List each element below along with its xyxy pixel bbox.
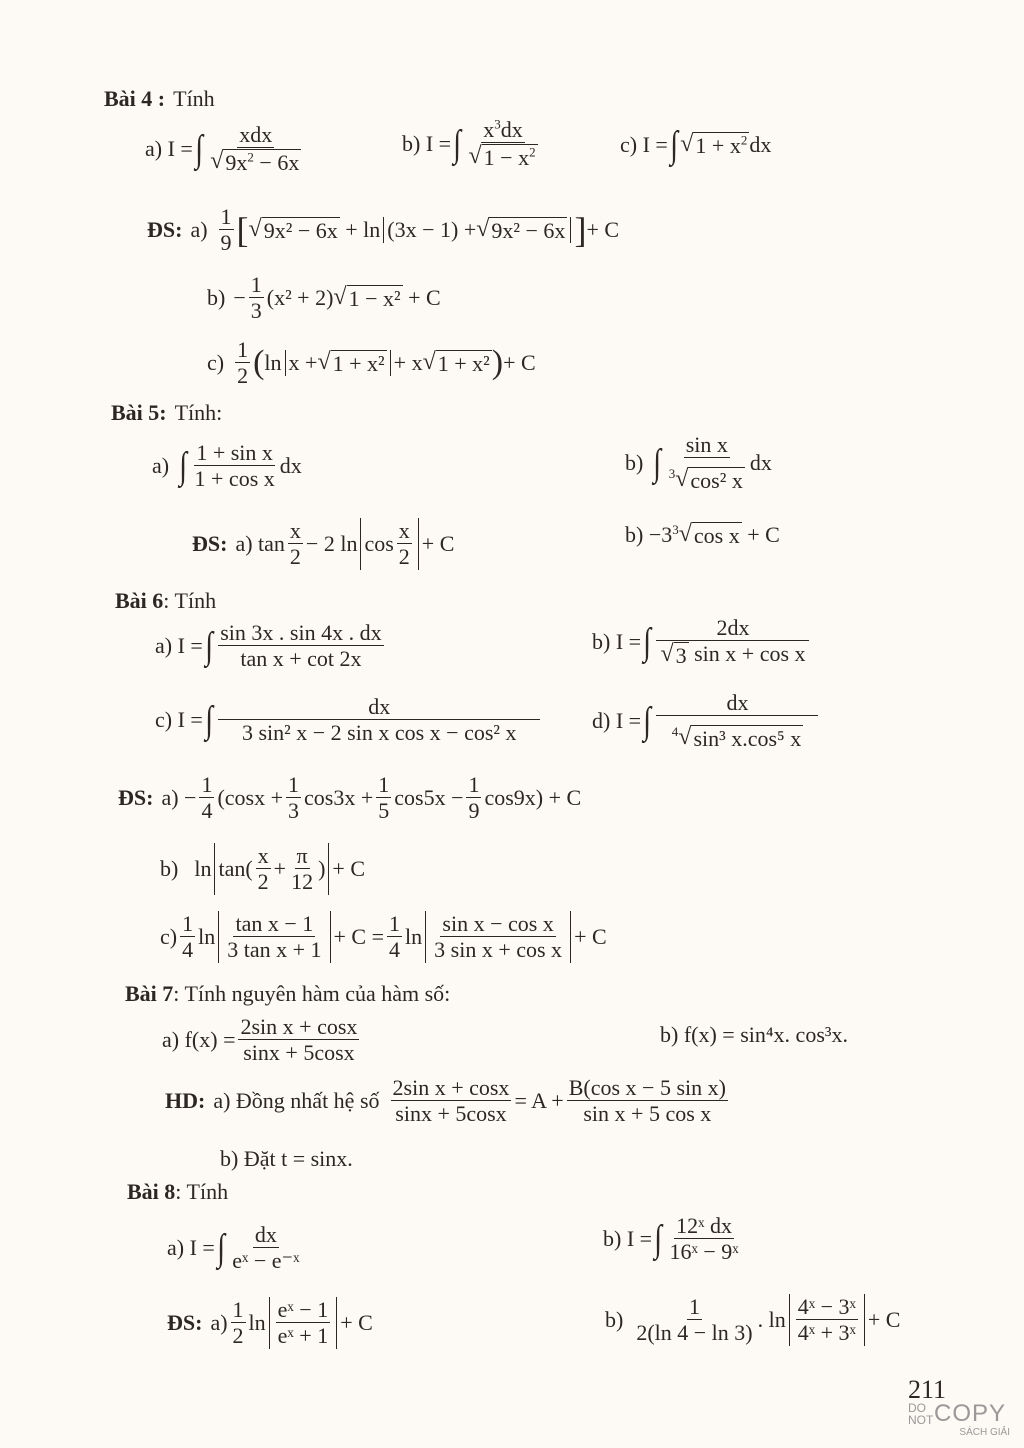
b8-title xyxy=(127,1179,228,1205)
b6-title xyxy=(115,588,216,614)
frac-den: 3 tan x + 1 xyxy=(227,937,322,963)
frac-1-4 xyxy=(180,911,195,963)
bracket-right: ] xyxy=(574,209,587,250)
ln-text: ln xyxy=(264,349,282,375)
b4-a xyxy=(145,122,306,176)
b7-hd-frac1 xyxy=(391,1075,512,1127)
b8-title-bold: Bài 8 xyxy=(127,1179,176,1204)
b5-b-den: 3 √ cos² x xyxy=(668,466,743,494)
integral-sign: ∫ xyxy=(670,124,678,166)
b4-b-fraction xyxy=(466,117,539,171)
plus-c: + C xyxy=(574,923,607,949)
frac-num: 1 xyxy=(389,911,401,936)
b7-a-frac xyxy=(238,1014,359,1066)
b4-b-num: $x^3dx$ xyxy=(483,116,523,142)
frac-1-4 xyxy=(199,772,214,824)
root-index: 3 xyxy=(672,522,679,537)
b4-c-label: c) I = xyxy=(620,132,668,157)
b6-ds-c xyxy=(160,911,607,963)
b6-ds-c-f2 xyxy=(432,911,564,963)
b8-ds-b-frac xyxy=(634,1294,754,1346)
b6-ds-b-label: b) xyxy=(160,855,179,881)
b6-ds-a-p3: cos5x − xyxy=(394,784,464,810)
b4-a-den-rest: − 6x xyxy=(253,150,300,176)
b4-b-num-rest: dx xyxy=(500,117,523,142)
ln-text: ln xyxy=(363,216,381,242)
frac-num: 1 xyxy=(378,772,390,797)
frac-num: x xyxy=(398,518,410,543)
b6-c-num: dx xyxy=(218,694,540,720)
b6-ds-a-p1: (cosx + xyxy=(217,784,284,810)
b6-d-label: d) I = xyxy=(592,707,642,733)
b7-hd-frac2 xyxy=(567,1075,728,1127)
b4-ds-a-frac xyxy=(219,204,234,256)
frac-den: 3 xyxy=(250,298,262,324)
x-over-2 xyxy=(256,843,271,895)
plus-c: + C xyxy=(340,1309,373,1335)
b8-ds-label: ĐS: xyxy=(167,1309,203,1335)
integral-sign: ∫ xyxy=(205,624,213,667)
abs-value xyxy=(218,911,330,963)
b8-a-frac xyxy=(230,1222,301,1274)
b7-title-text: : Tính nguyên hàm của hàm số: xyxy=(173,981,451,1006)
frac-num: sin x − cos x xyxy=(442,911,554,936)
b4-ds-b-label: b) xyxy=(207,284,226,310)
b4-ds-a-rad2-arg: 9x² − 6x xyxy=(491,217,566,243)
b8-b-frac xyxy=(667,1213,740,1265)
frac-den: 2 xyxy=(257,869,269,895)
integral-sign: ∫ xyxy=(643,620,652,663)
abs-value xyxy=(269,1297,338,1349)
plus-c: + C xyxy=(867,1306,901,1332)
b7-b xyxy=(660,1022,848,1048)
b7-a-num: 2sin x + cosx xyxy=(240,1014,358,1039)
b6-d-num: dx xyxy=(656,690,818,716)
dx-text: dx xyxy=(749,449,772,475)
b8-b-label: b) I = xyxy=(603,1225,653,1251)
b4-ds-b xyxy=(207,272,441,324)
integral-sign: ∫ xyxy=(654,1217,663,1260)
b7-hd-eq: = A + xyxy=(514,1087,564,1113)
b6-a-frac xyxy=(218,620,383,672)
frac-den: sin x + 5 cos x xyxy=(583,1101,712,1127)
b4-title-bold: Bài 4 : xyxy=(104,86,166,111)
b4-ds-a-rad-arg: 9x² − 6x xyxy=(263,217,338,243)
b7-hd-b-text: b) Đặt t = sinx. xyxy=(220,1146,353,1171)
ln-text: ln xyxy=(405,923,423,949)
b6-a-num: sin 3x . sin 4x . dx xyxy=(220,620,382,645)
b4-title xyxy=(104,86,215,112)
b6-a xyxy=(155,620,387,672)
b8-ds-b-ln: . ln xyxy=(757,1306,786,1332)
b5-ds-b-rad: 3 √ cos x xyxy=(672,521,740,548)
b6-b-label: b) I = xyxy=(592,628,642,654)
b6-title-text: : Tính xyxy=(163,588,217,613)
b6-ds-c-mid: + C = xyxy=(333,923,385,949)
b4-b-label: b) I = xyxy=(402,130,452,156)
b4-b xyxy=(402,117,543,171)
b4-ds-c-rad2: √ 1 + x² xyxy=(422,348,490,376)
b4-ds-b-mid: (x² + 2) xyxy=(266,284,334,310)
b4-ds-b-rad: √ 1 − x² xyxy=(333,283,401,311)
b5-b-frac xyxy=(667,432,747,494)
frac-num: 1 xyxy=(220,204,232,229)
b6-ds-c-f1 xyxy=(225,911,323,963)
b4-c-radical: √ $1 + x^2$ xyxy=(680,130,748,158)
b4-a-fraction xyxy=(208,122,303,176)
b5-ds-b-rad-arg: cos x xyxy=(693,523,740,548)
b5-a-den: 1 + cos x xyxy=(194,466,275,492)
abs-value xyxy=(214,843,329,895)
frac-num: 1 xyxy=(288,772,300,797)
b7-a-den: sinx + 5cosx xyxy=(243,1040,355,1066)
integral-sign: ∫ xyxy=(643,699,652,742)
ln-text: ln xyxy=(248,1309,266,1335)
b6-ds-a xyxy=(118,772,581,824)
logo-line2: NOT xyxy=(908,1413,934,1427)
b4-ds-c-frac xyxy=(235,337,250,389)
frac-den: 3 sin x + cos x xyxy=(434,937,563,963)
b7-hd-a xyxy=(165,1075,731,1127)
b8-ds-b-abs-frac xyxy=(796,1294,858,1346)
b7-hd-a-text: a) Đồng nhất hệ số xyxy=(213,1087,380,1113)
b4-ds-b-frac xyxy=(249,272,264,324)
b5-title-text: Tính: xyxy=(174,400,223,425)
b6-ds-label: ĐS: xyxy=(118,784,154,810)
b6-c xyxy=(155,694,543,746)
cos-text: cos xyxy=(364,530,394,556)
b4-ds-a-rad: √ 9x² − 6x xyxy=(248,215,338,243)
abs-value xyxy=(425,911,571,963)
dx-text: dx xyxy=(279,452,302,478)
frac-den: 4ˣ + 3ˣ xyxy=(797,1320,856,1346)
b5-a-num: 1 + sin x xyxy=(196,440,273,465)
ln-text: ln xyxy=(198,923,216,949)
frac-1-9 xyxy=(466,772,481,824)
frac-1-3 xyxy=(286,772,301,824)
integral-sign: ∫ xyxy=(195,127,203,170)
plus-c: + C xyxy=(421,530,455,556)
integral-sign: ∫ xyxy=(179,444,188,487)
b5-b-label: b) xyxy=(625,449,644,475)
abs-value xyxy=(360,518,418,570)
b6-ds-a-p4: cos9x) + C xyxy=(484,784,582,810)
b4-ds-c-abs-text: x + xyxy=(288,349,318,375)
b5-a xyxy=(152,440,302,492)
frac-den: 3 xyxy=(288,798,300,824)
b5-a-label: a) xyxy=(152,452,170,478)
b4-c-rad-pre: 1 + x xyxy=(695,132,741,158)
b4-c xyxy=(620,126,771,164)
root-index: 3 xyxy=(668,466,676,482)
frac-num: 1 xyxy=(232,1297,244,1322)
b4-title-text: Tính xyxy=(173,86,215,111)
b4-ds-c: c) $\frac{1}{2}$ ( ln x + √ 1 + x² + x √ 1 + x² ) + C xyxy=(207,337,536,389)
frac-den: 5 xyxy=(378,798,390,824)
b6-d-den: 4 √ sin³ x.cos⁵ x xyxy=(671,724,802,752)
b8-b-num: 12ˣ dx xyxy=(676,1213,732,1238)
b4-ds-c-rad-arg: 1 + x² xyxy=(332,350,385,376)
b6-ds-a-label: a) − xyxy=(161,784,197,810)
b8-title-text: : Tính xyxy=(175,1179,229,1204)
integral-sign: ∫ xyxy=(453,122,462,165)
frac-den: 12 xyxy=(291,869,314,895)
b8-ds-b xyxy=(605,1294,900,1346)
b4-b-num-base: x xyxy=(483,117,495,142)
b4-ds-c-label: c) xyxy=(207,349,225,375)
b8-ds-a-label: a) xyxy=(210,1309,228,1335)
frac-num: 4ˣ − 3ˣ xyxy=(797,1294,856,1319)
b8-ds-b-label: b) xyxy=(605,1306,624,1332)
frac-den: 9 xyxy=(220,230,232,256)
frac-den: 2 xyxy=(232,1323,244,1349)
b5-ds-a-mid: − 2 ln xyxy=(305,530,358,556)
b5-ds-a-label: a) tan xyxy=(235,530,285,556)
abs-value xyxy=(789,1294,865,1346)
frac-den: 2 xyxy=(289,544,301,570)
b6-b-den-rest: sin x + cos x xyxy=(688,641,806,667)
frac-1-4 xyxy=(387,911,402,963)
b7-a xyxy=(162,1014,362,1066)
frac-num: eˣ − 1 xyxy=(277,1297,329,1322)
plus-sign: + xyxy=(273,855,287,881)
b6-b-num: 2dx xyxy=(656,615,809,641)
integral-sign: ∫ xyxy=(217,1226,225,1269)
integral-sign: ∫ xyxy=(205,698,213,741)
b5-title-bold: Bài 5: xyxy=(111,400,167,425)
integral-sign: ∫ xyxy=(653,441,662,484)
b8-b xyxy=(603,1213,744,1265)
pi-over-12 xyxy=(289,843,315,895)
logo-line3: COPY xyxy=(934,1400,1007,1427)
x-over-2 xyxy=(288,518,303,570)
b4-ds-c-mid: + x xyxy=(393,349,423,375)
b6-b-den-rad: 3 xyxy=(675,643,687,669)
frac-num: 2sin x + cosx xyxy=(392,1075,510,1100)
frac-den: 4 xyxy=(389,937,401,963)
b4-ds-a-label: a) xyxy=(190,216,208,242)
frac-1-2 xyxy=(231,1297,246,1349)
abs-value: (3x − 1) + √ 9x² − 6x xyxy=(383,217,571,243)
b4-a-num: xdx xyxy=(239,122,273,147)
b4-b-den-pre: 1 − x xyxy=(483,145,530,171)
b8-a-den: eˣ − e⁻ˣ xyxy=(232,1248,300,1274)
b8-a-label: a) I = xyxy=(167,1234,215,1260)
plus-c: + C xyxy=(586,216,620,242)
plus-c: + C xyxy=(408,284,441,310)
b6-a-den: tan x + cot 2x xyxy=(240,646,362,672)
plus-c: + C xyxy=(332,855,365,881)
frac-num: 1 xyxy=(250,272,262,297)
ln-text: ln xyxy=(194,855,212,881)
tan-text: tan( xyxy=(218,855,253,881)
b8-ds-a xyxy=(167,1297,373,1349)
root-index: 4 xyxy=(671,724,679,740)
b7-b-text: b) f(x) = sin⁴x. cos³x. xyxy=(660,1022,848,1047)
frac-den: 2(ln 4 − ln 3) xyxy=(636,1320,753,1346)
abs-value: x + √ 1 + x² xyxy=(285,350,391,376)
b4-a-den-base: 9x xyxy=(225,150,248,176)
b5-a-frac xyxy=(193,440,277,492)
page-number: 211 xyxy=(907,1375,946,1404)
b5-ds-b-label: b) −3 xyxy=(625,522,673,548)
b6-b-frac xyxy=(656,615,809,669)
b6-a-label: a) I = xyxy=(155,632,203,658)
frac-num: 1 xyxy=(468,772,480,797)
b6-c-label: c) I = xyxy=(155,706,203,732)
frac-den: 9 xyxy=(468,798,480,824)
bracket-left: [ xyxy=(236,209,249,250)
minus-sign: − xyxy=(233,284,246,310)
plus-c: + C xyxy=(747,522,780,548)
b6-c-den: 3 sin² x − 2 sin x cos x − cos² x xyxy=(241,720,517,746)
frac-num: 1 xyxy=(182,911,194,936)
b6-ds-c-label: c) xyxy=(160,923,178,949)
b8-ds-a-frac xyxy=(276,1297,331,1349)
frac-num: π xyxy=(296,843,308,868)
frac-1-5 xyxy=(376,772,391,824)
logo-line1: DO xyxy=(908,1401,926,1415)
b7-title-bold: Bài 7 xyxy=(125,981,174,1006)
b4-a-den: √ $9x^2 - 6x$ xyxy=(210,148,300,176)
b8-b-den: 16ˣ − 9ˣ xyxy=(669,1239,739,1265)
b4-b-den: √ $1 - x^2$ xyxy=(468,143,536,171)
frac-den: 2 xyxy=(398,544,410,570)
b5-ds-b xyxy=(625,522,780,548)
plus-c: + C xyxy=(503,349,536,375)
frac-num: 1 xyxy=(201,772,213,797)
b6-b-den: √ 3 sin x + cos x xyxy=(660,641,806,669)
b6-d-den-arg: sin³ x.cos⁵ x xyxy=(693,726,802,752)
paren-close: ) xyxy=(318,855,326,881)
frac-den: eˣ + 1 xyxy=(277,1323,329,1349)
b4-ds-b-rad-arg: 1 − x² xyxy=(348,285,401,311)
logo-line4: SÁCH GIẢI xyxy=(959,1427,1010,1438)
frac-num: x xyxy=(257,843,269,868)
x-over-2 xyxy=(397,518,412,570)
copy-watermark-logo xyxy=(906,1400,1010,1440)
b4-ds-label: ĐS: xyxy=(147,216,183,242)
b4-ds-c-rad2-arg: 1 + x² xyxy=(437,350,490,376)
frac-num: x xyxy=(289,518,301,543)
b5-title xyxy=(111,400,222,426)
b5-b-den-arg: cos² x xyxy=(690,468,743,494)
frac-den: 4 xyxy=(182,937,194,963)
b6-title-bold: Bài 6 xyxy=(115,588,164,613)
b6-d-frac xyxy=(656,690,818,752)
b6-b xyxy=(592,615,812,669)
frac-den: 4 xyxy=(201,798,213,824)
b5-ds-label: ĐS: xyxy=(192,530,228,556)
b4-c-rest: dx xyxy=(749,132,772,157)
b6-c-frac xyxy=(218,694,540,746)
b6-d xyxy=(592,690,821,752)
b6-ds-b xyxy=(160,843,365,895)
b5-ds-a xyxy=(192,518,454,570)
b4-ds-a: ĐS: a) $\frac{1}{9}$ [ √ 9x² − 6x + ln (3x − 1) + √ 9x² − 6x ] + C xyxy=(147,204,620,256)
b7-hd-label: HD: xyxy=(165,1087,206,1113)
b4-a-label: a) I = xyxy=(145,135,193,161)
frac-num: 1 xyxy=(237,337,249,362)
b5-b-num: sin x xyxy=(685,432,728,457)
b7-title xyxy=(125,981,450,1007)
frac-num: tan x − 1 xyxy=(235,911,314,936)
frac-num: 1 xyxy=(688,1294,700,1319)
frac-den: 2 xyxy=(237,363,249,389)
b7-a-label: a) f(x) = xyxy=(162,1026,236,1052)
b4-ds-a-abs-text: (3x − 1) + xyxy=(387,216,477,242)
b5-b xyxy=(625,432,772,494)
frac-num: B(cos x − 5 sin x) xyxy=(568,1075,726,1100)
b8-a xyxy=(167,1222,305,1274)
b8-a-num: dx xyxy=(254,1222,277,1247)
b6-ds-a-p2: cos3x + xyxy=(304,784,374,810)
frac-den: sinx + 5cosx xyxy=(395,1101,507,1127)
b7-hd-b xyxy=(220,1146,353,1172)
